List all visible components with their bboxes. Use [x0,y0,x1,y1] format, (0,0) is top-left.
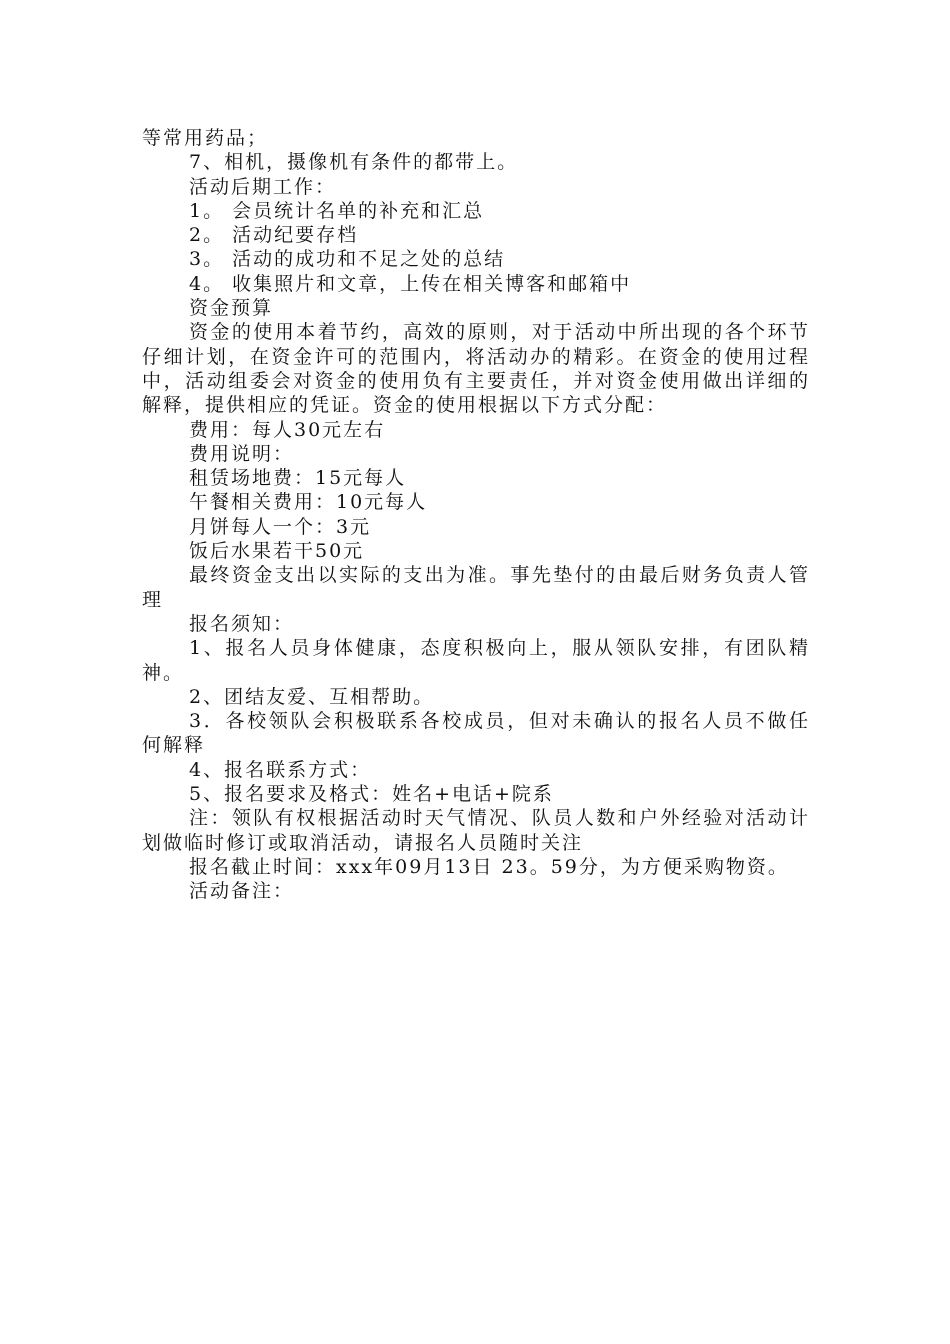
list-item: 1。 会员统计名单的补充和汇总 [189,199,485,222]
section-heading: 活动备注： [189,880,295,903]
list-item: 2、团结友爱、互相帮助。 [189,685,435,708]
document-body [142,126,810,904]
paragraph: 等常用药品； [142,127,269,149]
list-item: 5、报名要求及格式：姓名+电话+院系 [189,783,554,806]
section-heading: 资金预算 [189,297,274,320]
section-heading: 活动后期工作： [189,175,337,198]
paragraph: 费用：每人30元左右 [189,418,386,441]
section-heading: 报名须知： [189,612,295,635]
paragraph: 7、相机，摄像机有条件的都带上。 [189,151,519,174]
list-item: 3。 活动的成功和不足之处的总结 [189,248,506,271]
list-item: 1、报名人员身体健康，态度积极向上，服从领队安排，有团队精神。 [142,637,810,684]
list-item: 租赁场地费：15元每人 [189,467,407,490]
list-item: 月饼每人一个：3元 [189,515,372,538]
section-heading: 费用说明： [189,442,295,465]
list-item: 2。 活动纪要存档 [189,224,359,247]
list-item: 饭后水果若干50元 [189,540,365,563]
paragraph: 注：领队有权根据活动时天气情况、队员人数和户外经验对活动计划做临时修订或取消活动，请报名人员随时关注 [142,807,810,854]
paragraph: 资金的使用本着节约，高效的原则，对于活动中所出现的各个环节仔细计划，在资金许可的范围内，将活动办的精彩。在资金的使用过程中，活动组委会对资金的使用负有主要责任，并对资金使用做出详细的解释，提供相应的凭证。资金的使用根据以下方式分配： [142,321,810,417]
list-item: 午餐相关费用：10元每人 [189,491,428,514]
paragraph: 最终资金支出以实际的支出为准。事先垫付的由最后财务负责人管理 [142,564,810,611]
list-item: 3．各校领队会积极联系各校成员，但对未确认的报名人员不做任何解释 [142,710,810,757]
list-item: 4、报名联系方式： [189,758,372,781]
list-item: 4。 收集照片和文章，上传在相关博客和邮箱中 [189,272,632,295]
paragraph: 报名截止时间：xxx年09月13日 23。59分，为方便采购物资。 [189,855,789,878]
